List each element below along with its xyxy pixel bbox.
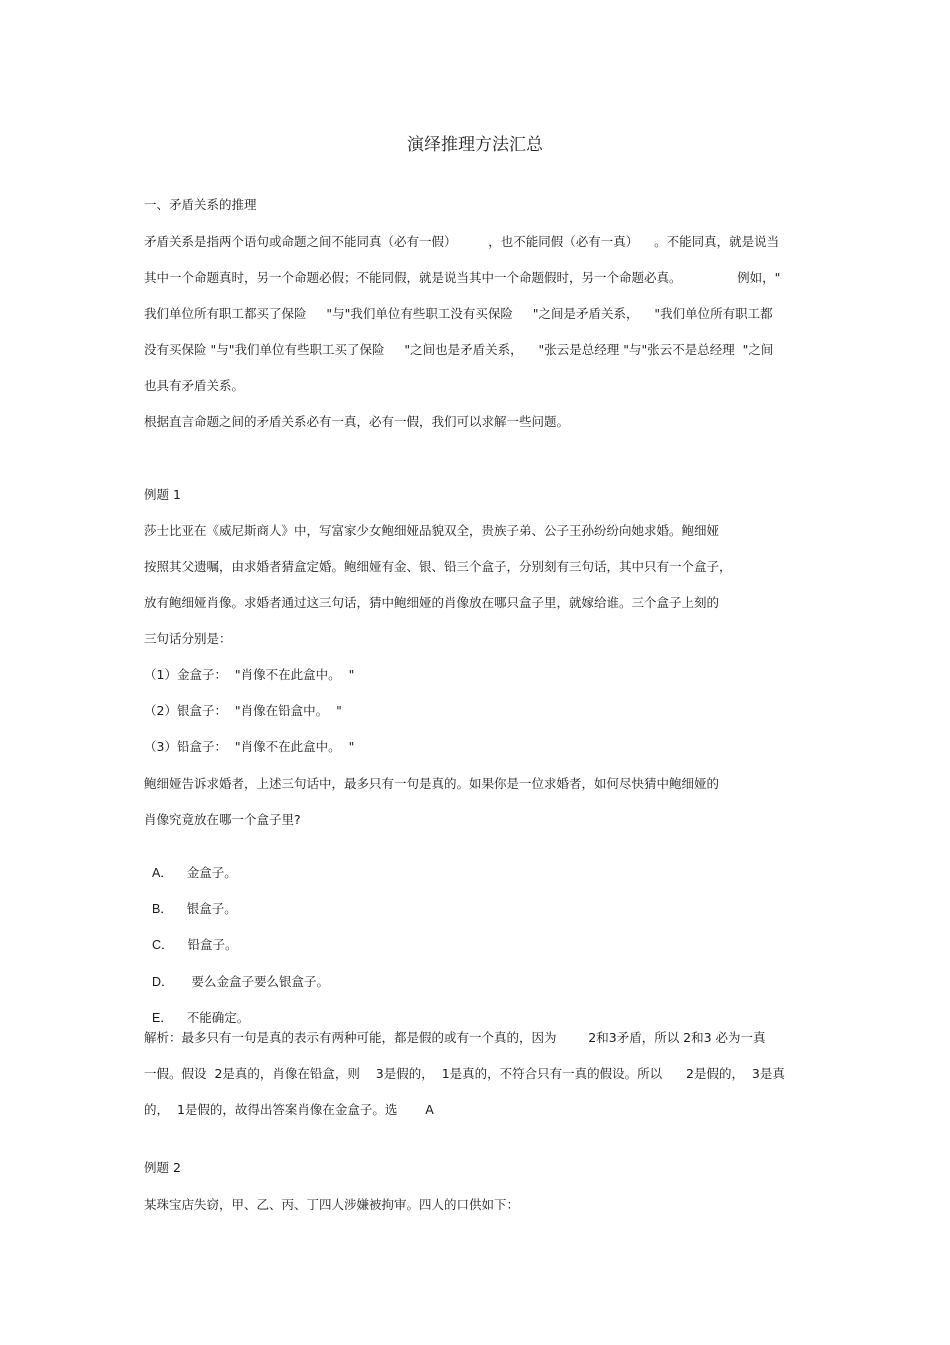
option-text: 金盒子。 bbox=[186, 865, 237, 880]
example1-story-line: 莎士比亚在《威尼斯商人》中，写富家少女鲍细娅品貌双全，贵族子弟、公子王孙纷纷向她求婚。鲍细娅 bbox=[144, 523, 720, 538]
example1-analysis-line: 的， 1是假的，故得出答案肖像在金盒子。选 A bbox=[144, 1102, 434, 1117]
example2-heading: 例题 2 bbox=[144, 1160, 181, 1175]
example1-story-line: 放有鲍细娅肖像。求婚者通过这三句话，猜中鲍细娅的肖像放在哪只盒子里，就嫁给谁。三个盒子上刻的 bbox=[144, 595, 720, 610]
example1-option-c bbox=[144, 921, 238, 953]
example1-analysis-line: 一假。假设 2是真的，肖像在铅盒，则 3是假的， 1是真的，不符合只有一真的假设。所以 2是假的， 3是真 bbox=[144, 1066, 785, 1081]
option-text: 要么金盒子要么银盒子。 bbox=[187, 974, 329, 989]
example1-statement: （3）铅盒子： "肖像不在此盒中。 " bbox=[144, 739, 355, 754]
example1-option-e bbox=[144, 994, 249, 1026]
example1-question-line: 鲍细娅告诉求婚者，上述三句话中，最多只有一句是真的。如果你是一位求婚者，如何尽快猜中鲍细娅的 bbox=[144, 776, 720, 791]
option-label: B． bbox=[151, 902, 173, 916]
option-label: E． bbox=[151, 1011, 173, 1025]
section1-para-line: 没有买保险 "与"我们单位有些职工买了保险 "之间也是矛盾关系， "张云是总经理 "与"张云不是总经理 "之间 bbox=[144, 342, 774, 357]
section1-para-line: 也具有矛盾关系。 bbox=[144, 378, 245, 393]
option-label: D． bbox=[151, 975, 174, 989]
example1-option-b bbox=[144, 885, 237, 917]
example1-option-d bbox=[144, 958, 329, 990]
example1-statement: （2）银盒子： "肖像在铅盒中。 " bbox=[144, 703, 342, 718]
example1-option-a bbox=[144, 849, 237, 881]
section1-para-line: 矛盾关系是指两个语句或命题之间不能同真（必有一假） ，也不能同假（必有一真） 。不能同真，就是说当 bbox=[144, 234, 780, 249]
example1-analysis-line: 解析：最多只有一句是真的表示有两种可能，都是假的或有一个真的，因为 2和3矛盾，所以 2和3 必为一真 bbox=[144, 1030, 766, 1045]
section1-para-line: 我们单位所有职工都买了保险 "与"我们单位有些职工没有买保险 "之间是矛盾关系， "我们单位所有职工都 bbox=[144, 306, 773, 321]
example1-heading: 例题 1 bbox=[144, 487, 181, 502]
option-text: 铅盒子。 bbox=[187, 937, 238, 952]
example2-intro: 某珠宝店失窃，甲、乙、丙、丁四人涉嫌被拘审。四人的口供如下： bbox=[144, 1197, 520, 1212]
example1-question-line: 肖像究竟放在哪一个盒子里? bbox=[144, 812, 301, 827]
example1-statement: （1）金盒子： "肖像不在此盒中。 " bbox=[144, 667, 355, 682]
option-label: A． bbox=[151, 866, 173, 880]
section1-para-line: 其中一个命题真时，另一个命题必假；不能同假，就是说当其中一个命题假时，另一个命题必真。 例如，" bbox=[144, 270, 781, 285]
option-text: 不能确定。 bbox=[186, 1010, 250, 1025]
document-title: 演绎推理方法汇总 bbox=[407, 135, 543, 155]
section1-para2: 根据直言命题之间的矛盾关系必有一真，必有一假，我们可以求解一些问题。 bbox=[144, 414, 570, 429]
option-label: C． bbox=[151, 938, 174, 952]
example1-story-line: 三句话分别是： bbox=[144, 631, 232, 646]
option-text: 银盒子。 bbox=[186, 901, 237, 916]
section1-heading: 一、矛盾关系的推理 bbox=[144, 197, 257, 212]
example1-story-line: 按照其父遗嘱，由求婚者猜盒定婚。鲍细娅有金、银、铅三个盒子，分别刻有三句话，其中只有一个盒子， bbox=[144, 559, 732, 574]
